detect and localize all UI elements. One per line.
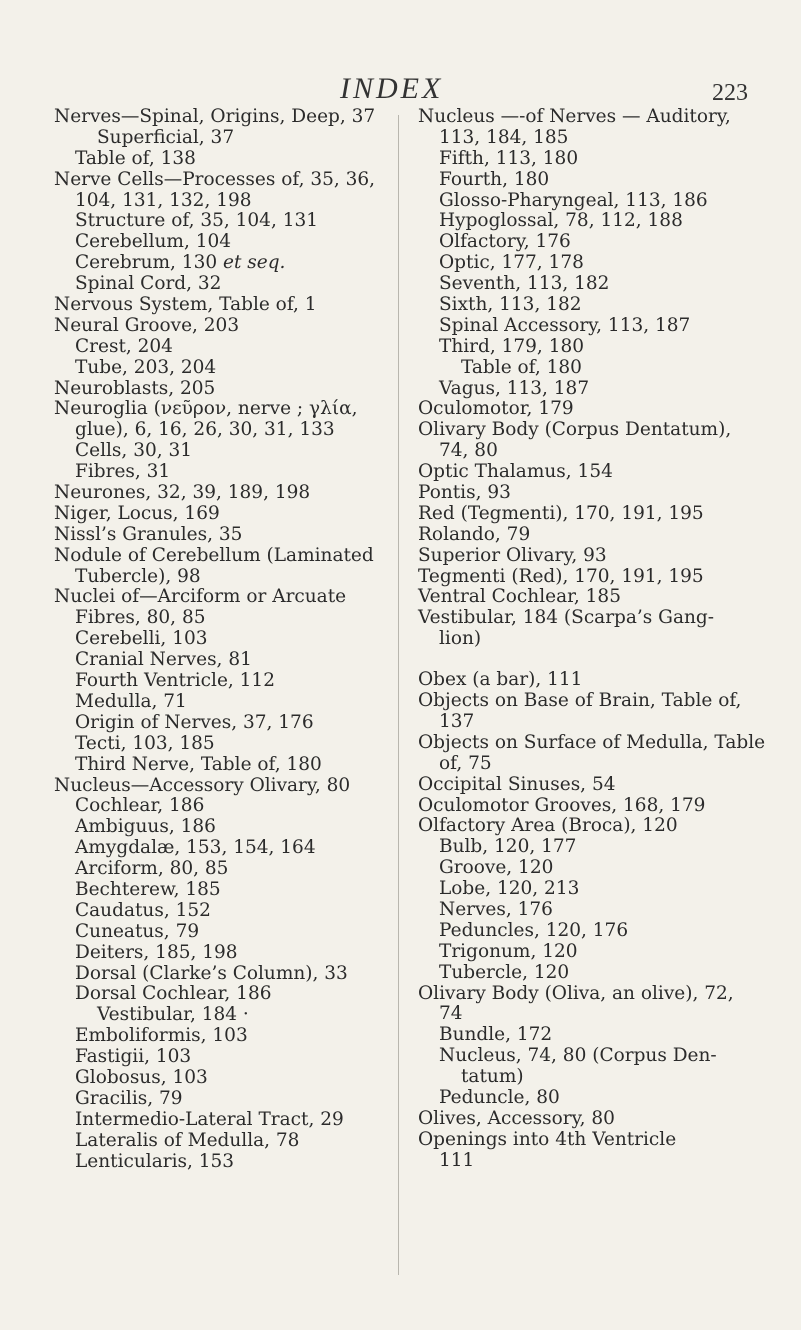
index-entry: Rolando, 79 <box>418 523 531 545</box>
index-entry: Optic, 177, 178 <box>439 252 584 274</box>
index-entry: Peduncles, 120, 176 <box>439 919 629 941</box>
index-entry: Sixth, 113, 182 <box>439 294 582 316</box>
index-entry: Nervous System, Table of, 1 <box>54 294 317 316</box>
index-entry: Nissl’s Granules, 35 <box>54 523 243 545</box>
index-entry: Nuclei of—Arciform or Arcuate <box>54 586 347 608</box>
index-entry: Structure of, 35, 104, 131 <box>75 210 319 232</box>
index-entry: 74 <box>439 1003 463 1025</box>
index-entry: Crest, 204 <box>75 335 173 357</box>
index-entry: Occipital Sinuses, 54 <box>418 773 616 795</box>
index-entry: Bundle, 172 <box>439 1024 553 1046</box>
index-entry: Red (Tegmenti), 170, 191, 195 <box>418 502 704 524</box>
index-entry: Emboliformis, 103 <box>75 1025 248 1047</box>
index-entry: Fourth Ventricle, 112 <box>75 670 275 692</box>
index-entry: Bulb, 120, 177 <box>439 836 577 858</box>
index-entry: Amygdalæ, 153, 154, 164 <box>75 837 316 859</box>
index-entry: Gracilis, 79 <box>75 1087 183 1109</box>
index-entry: Cuneatus, 79 <box>75 920 200 942</box>
index-entry: Optic Thalamus, 154 <box>418 461 613 483</box>
index-entry: Tubercle), 98 <box>75 565 201 587</box>
index-entry: Openings into 4th Ventricle <box>418 1128 677 1150</box>
index-entry: Olivary Body (Oliva, an olive), 72, <box>418 982 734 1004</box>
index-entry: Fastigii, 103 <box>75 1046 192 1068</box>
index-entry: glue), 6, 16, 26, 30, 31, 133 <box>75 419 335 441</box>
index-entry: tatum) <box>461 1066 524 1088</box>
index-entry: Olives, Accessory, 80 <box>418 1107 615 1129</box>
index-entry: Olfactory Area (Broca), 120 <box>418 815 678 837</box>
index-entry: Intermedio-Lateral Tract, 29 <box>75 1108 344 1130</box>
index-entry: Arciform, 80, 85 <box>75 858 229 880</box>
index-entry: Nucleus —-of Nerves — Auditory, <box>418 106 731 127</box>
index-entry: Objects on Base of Brain, Table of, <box>418 690 742 712</box>
index-entry: Fifth, 113, 180 <box>439 147 579 169</box>
index-entry: Deiters, 185, 198 <box>75 941 238 963</box>
index-entry: Nucleus, 74, 80 (Corpus Den- <box>439 1045 717 1067</box>
index-entry: Third Nerve, Table of, 180 <box>75 753 322 775</box>
index-entry: Cerebrum, 130 et seq. <box>75 252 286 274</box>
index-entry: Tecti, 103, 185 <box>75 732 215 754</box>
column-divider <box>398 115 399 1275</box>
index-entry: Vagus, 113, 187 <box>439 377 590 399</box>
index-entry: 74, 80 <box>439 440 498 462</box>
index-entry: Lenticularis, 153 <box>75 1150 235 1172</box>
index-entry: Table of, 138 <box>75 147 196 169</box>
index-entry: Third, 179, 180 <box>439 335 585 357</box>
index-entry: 137 <box>439 710 475 732</box>
index-entry: Olivary Body (Corpus Dentatum), <box>418 419 732 441</box>
index-entry: Niger, Locus, 169 <box>54 502 220 524</box>
index-entry: Cells, 30, 31 <box>75 440 193 462</box>
index-entry: Ambiguus, 186 <box>75 816 216 838</box>
index-entry: Obex (a bar), 111 <box>418 669 583 691</box>
index-entry: Neuroglia (νεῦρον, nerve ; γλία, <box>54 398 358 420</box>
index-entry: Peduncle, 80 <box>439 1086 560 1108</box>
index-entry: Neurones, 32, 39, 189, 198 <box>54 482 311 504</box>
index-entry: Tegmenti (Red), 170, 191, 195 <box>418 565 704 587</box>
index-entry: Lobe, 120, 213 <box>439 878 580 900</box>
index-entry: Lateralis of Medulla, 78 <box>75 1129 300 1151</box>
index-entry: Glosso-Pharyngeal, 113, 186 <box>439 189 708 211</box>
index-entry: Nodule of Cerebellum (Laminated <box>54 544 374 566</box>
index-entry: Dorsal Cochlear, 186 <box>75 983 272 1005</box>
index-entry: Seventh, 113, 182 <box>439 273 610 295</box>
index-entry: Vestibular, 184 · <box>97 1004 249 1026</box>
index-entry: Superficial, 37 <box>97 126 235 148</box>
index-entry: Oculomotor, 179 <box>418 398 574 420</box>
index-entry: Dorsal (Clarke’s Column), 33 <box>75 962 348 984</box>
entry-spacer <box>418 650 778 670</box>
index-entry: Ventral Cochlear, 185 <box>418 586 621 608</box>
index-entry: Fourth, 180 <box>439 168 550 190</box>
page-number: 223 <box>712 80 748 106</box>
index-entry: Globosus, 103 <box>75 1066 208 1088</box>
index-entry: Medulla, 71 <box>75 690 187 712</box>
index-entry: 104, 131, 132, 198 <box>75 189 252 211</box>
index-entry: Nerves, 176 <box>439 898 553 920</box>
index-entry: Fibres, 31 <box>75 461 171 483</box>
index-entry: Nerve Cells—Processes of, 35, 36, <box>54 168 376 190</box>
index-entry: Origin of Nerves, 37, 176 <box>75 711 314 733</box>
page-title: INDEX <box>340 72 444 105</box>
index-entry: Vestibular, 184 (Scarpa’s Gang- <box>418 607 714 629</box>
index-entry: Oculomotor Grooves, 168, 179 <box>418 794 706 816</box>
index-entry: Hypoglossal, 78, 112, 188 <box>439 210 683 232</box>
index-entry: Cerebelli, 103 <box>75 628 208 650</box>
index-column-left <box>54 107 399 1172</box>
index-entry: Objects on Surface of Medulla, Table <box>418 731 766 753</box>
index-entry: Spinal Accessory, 113, 187 <box>439 314 691 336</box>
index-entry: Table of, 180 <box>461 356 582 378</box>
index-entry: Nucleus—Accessory Olivary, 80 <box>54 774 351 796</box>
index-entry: 113, 184, 185 <box>439 126 569 148</box>
index-entry: Pontis, 93 <box>418 482 511 504</box>
index-entry: Olfactory, 176 <box>439 231 571 253</box>
index-entry: Caudatus, 152 <box>75 899 211 921</box>
index-entry: Neural Groove, 203 <box>54 314 240 336</box>
index-entry: Groove, 120 <box>439 857 554 879</box>
index-entry: of, 75 <box>439 752 492 774</box>
index-entry: Cerebellum, 104 <box>75 231 232 253</box>
index-entry: Neuroblasts, 205 <box>54 377 216 399</box>
index-entry: Tubercle, 120 <box>439 961 570 983</box>
index-entry: Cranial Nerves, 81 <box>75 649 252 671</box>
index-column-right <box>418 107 778 1172</box>
index-entry: lion) <box>439 628 482 650</box>
index-entry: Trigonum, 120 <box>439 940 578 962</box>
index-entry: Bechterew, 185 <box>75 878 221 900</box>
index-entry: Cochlear, 186 <box>75 795 205 817</box>
index-entry: Fibres, 80, 85 <box>75 607 206 629</box>
index-entry: Tube, 203, 204 <box>75 356 217 378</box>
index-entry: Nerves—Spinal, Origins, Deep, 37 <box>54 106 376 127</box>
index-entry: 111 <box>439 1149 475 1171</box>
index-entry: Spinal Cord, 32 <box>75 273 222 295</box>
index-entry: Superior Olivary, 93 <box>418 544 607 566</box>
